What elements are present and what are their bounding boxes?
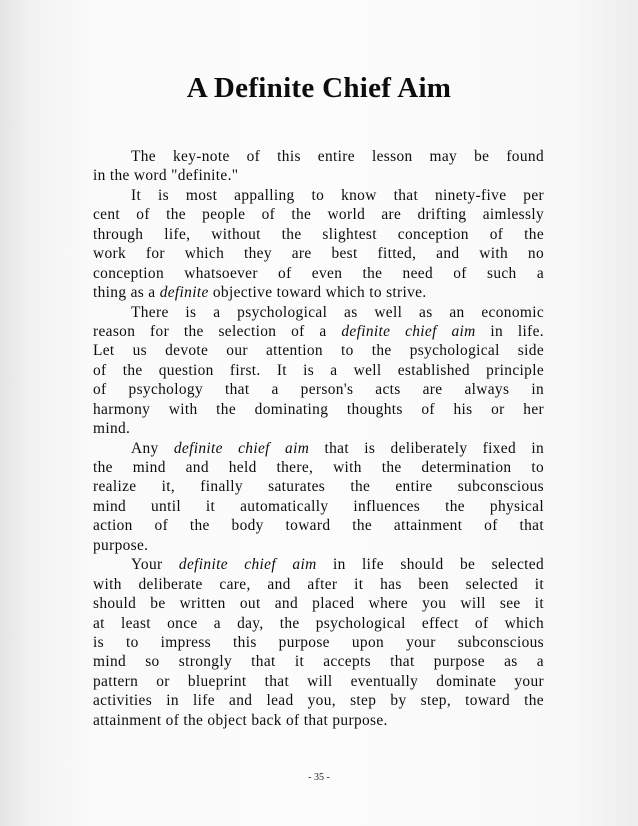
text-segment: mind. <box>93 420 131 438</box>
text-segment: thing as a <box>93 284 160 302</box>
text-line <box>93 147 544 166</box>
text-line <box>93 439 544 458</box>
text-line <box>93 166 544 185</box>
text-line <box>93 477 544 496</box>
italic-phrase: definite chief aim <box>173 439 310 457</box>
text-segment: realize it, finally saturates the entire subconscious <box>93 478 544 496</box>
text-line <box>93 711 544 730</box>
text-line <box>93 672 544 691</box>
text-line <box>93 361 544 380</box>
text-line <box>93 516 544 535</box>
text-line <box>93 264 544 283</box>
text-line <box>93 186 544 205</box>
text-segment: in life. <box>475 322 544 340</box>
text-line <box>93 633 544 652</box>
text-line <box>93 400 544 419</box>
text-segment: that is deliberately fixed in <box>309 439 544 457</box>
text-line <box>93 283 544 302</box>
text-line <box>93 594 544 613</box>
text-segment: activities in life and lead you, step by step, toward the <box>93 692 544 710</box>
text-segment: at least once a day, the psychological effect of which <box>93 614 544 632</box>
italic-phrase: definite <box>159 284 209 302</box>
text-segment: mind so strongly that it accepts that purpose as a <box>93 653 544 671</box>
text-segment: should be written out and placed where you will see it <box>93 595 544 613</box>
text-line <box>93 536 544 555</box>
text-line <box>93 419 544 438</box>
text-segment: work for which they are best fitted, and with no <box>93 245 544 263</box>
text-segment: cent of the people of the world are drifting aimlessly <box>93 206 544 224</box>
italic-phrase: definite chief aim <box>178 556 317 574</box>
text-segment: It is most appalling to know that ninety-five per <box>131 186 544 204</box>
text-segment: in the word "definite." <box>93 167 239 185</box>
page-title: A Definite Chief Aim <box>186 72 452 104</box>
text-line <box>93 341 544 360</box>
text-line <box>93 322 544 341</box>
text-segment: conception whatsoever of even the need of such a <box>93 264 544 282</box>
text-segment: is to impress this purpose upon your subconscious <box>93 633 544 651</box>
text-segment: objective toward which to strive. <box>208 284 427 302</box>
text-line <box>93 575 544 594</box>
text-line <box>93 225 544 244</box>
text-segment: There is a psychological as well as an economic <box>131 303 544 321</box>
text-line <box>93 303 544 322</box>
text-line <box>93 614 544 633</box>
text-segment: the mind and held there, with the determination to <box>93 459 544 476</box>
text-line <box>93 691 544 710</box>
text-segment: with deliberate care, and after it has been selected it <box>93 575 544 593</box>
text-segment: through life, without the slightest conception of the <box>93 225 544 243</box>
text-segment: reason for the selection of a <box>93 322 342 340</box>
text-line <box>93 555 544 574</box>
text-segment: The key-note of this entire lesson may be found <box>131 148 544 165</box>
text-segment: Your <box>131 556 179 574</box>
text-line <box>93 458 544 477</box>
text-segment: mind until it automatically influences the physical <box>93 497 544 515</box>
text-segment: of the question first. It is a well established principle <box>93 361 544 379</box>
text-line <box>93 380 544 399</box>
text-segment: Let us devote our attention to the psychological side <box>93 342 544 360</box>
page-number: - 35 - <box>308 772 330 783</box>
text-segment: harmony with the dominating thoughts of his or her <box>93 400 544 418</box>
text-segment: action of the body toward the attainment of that <box>93 517 544 535</box>
text-line <box>93 652 544 671</box>
text-segment: in life should be selected <box>316 556 544 574</box>
text-segment: purpose. <box>93 536 149 554</box>
text-segment: of psychology that a person's acts are always in <box>93 381 544 399</box>
text-line <box>93 244 544 263</box>
text-segment: pattern or blueprint that will eventually dominate your <box>93 672 544 690</box>
text-line <box>93 497 544 516</box>
text-segment: Any <box>131 439 174 457</box>
text-segment: attainment of the object back of that purpose. <box>93 711 388 729</box>
body-text <box>93 147 544 730</box>
italic-phrase: definite chief aim <box>341 322 476 340</box>
text-line <box>93 205 544 224</box>
